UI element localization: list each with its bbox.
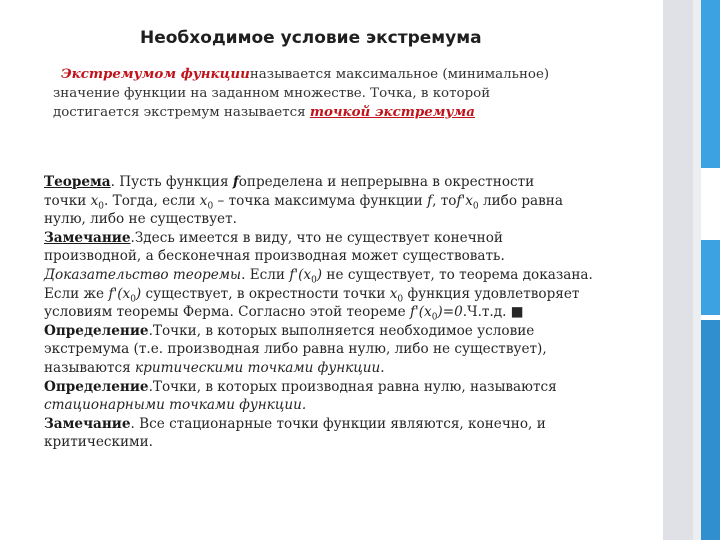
- text: . Все стационарные точки функции являются, конечно, и: [130, 415, 546, 432]
- text: либо равна: [478, 192, 563, 209]
- intro-line: [53, 103, 613, 122]
- remark-label: Замечание: [44, 229, 131, 246]
- remark-line: критическими.: [44, 434, 153, 451]
- definition-line: [44, 322, 659, 341]
- term-critical-points: критическими точками функции.: [135, 359, 385, 376]
- text: . Пусть функция: [110, 174, 233, 190]
- text: f'(x: [108, 285, 131, 302]
- theorem-line: нулю, либо не существует.: [44, 211, 237, 228]
- text: x: [90, 192, 99, 209]
- main-text: [44, 173, 659, 452]
- proof-line: [44, 303, 659, 322]
- text: Если же: [44, 285, 109, 302]
- intro-line: значение функции на заданном множестве. Точка, в которой: [53, 86, 491, 101]
- text: f: [232, 174, 239, 190]
- term-extremum-function: Экстремумом функции: [61, 66, 250, 82]
- proof-line: [44, 285, 659, 304]
- definition-line: [44, 378, 659, 397]
- theorem-line: [44, 173, 659, 192]
- definition-label: Определение: [44, 322, 149, 339]
- text: 0: [397, 294, 404, 305]
- definition-line: [44, 359, 659, 378]
- text: , то: [432, 192, 457, 209]
- text: существует, в окрестности точки: [141, 285, 390, 302]
- text: x: [199, 192, 208, 209]
- text: называется максимальное (минимальное): [249, 67, 550, 82]
- text: достигается экстремум называется: [53, 105, 310, 120]
- text: . Если: [241, 266, 290, 283]
- text: f'(x: [409, 304, 432, 321]
- text: .Ч.т.д. ■: [462, 304, 524, 321]
- decorative-bar: [663, 0, 693, 540]
- slide-title: Необходимое условие экстремума: [140, 28, 482, 48]
- text: 0: [431, 312, 438, 323]
- text: 0: [130, 294, 136, 305]
- text: – точка максимума функции: [213, 192, 428, 209]
- text: f: [427, 192, 433, 209]
- text: 0: [472, 201, 479, 212]
- remark-label: Замечание: [44, 415, 131, 432]
- remark-line: [44, 229, 659, 248]
- term-stationary-points: стационарными точками функции.: [44, 397, 307, 414]
- theorem-label: Теорема: [44, 174, 111, 190]
- text: . Тогда, если: [103, 192, 200, 209]
- decorative-bar: [701, 240, 720, 315]
- text: ): [316, 266, 323, 283]
- remark-line: производной, а бесконечная производная может существовать.: [44, 248, 505, 265]
- decorative-bar: [701, 0, 720, 168]
- definition-line: экстремума (т.е. производная либо равна нулю, либо не существует),: [44, 341, 547, 358]
- text: .Здесь имеется в виду, что не существует конечной: [130, 229, 503, 246]
- text: определена и непрерывна в окрестности: [238, 174, 535, 190]
- text: f'(x: [289, 266, 312, 283]
- text: называются: [44, 359, 136, 376]
- definition-line: [44, 396, 659, 415]
- proof-line: [44, 266, 659, 285]
- remark-line: [44, 415, 659, 434]
- term-extremum-point: точкой экстремума: [309, 104, 475, 120]
- text: точки: [44, 192, 91, 209]
- text: 0: [311, 275, 317, 286]
- text: функция удовлетворяет: [403, 285, 580, 302]
- theorem-line: [44, 192, 659, 211]
- text: 0: [98, 201, 104, 212]
- text: x: [389, 285, 398, 302]
- text: .Точки, в которых выполняется необходимое условие: [148, 322, 535, 339]
- text: f'x: [456, 192, 473, 209]
- text: ): [135, 285, 142, 302]
- text: условиям теоремы Ферма. Согласно этой теореме: [44, 304, 410, 321]
- text: 0: [207, 201, 214, 212]
- proof-label: Доказательство теоремы: [44, 266, 242, 283]
- text: .Точки, в которых производная равна нулю, называются: [148, 378, 557, 395]
- text: )=0: [437, 304, 463, 321]
- intro-paragraph: [53, 65, 613, 122]
- decorative-bar: [701, 320, 720, 540]
- text: не существует, то теорема доказана.: [322, 266, 593, 283]
- definition-label: Определение: [44, 378, 149, 395]
- decorative-bar: [693, 0, 701, 540]
- intro-line: [53, 65, 613, 84]
